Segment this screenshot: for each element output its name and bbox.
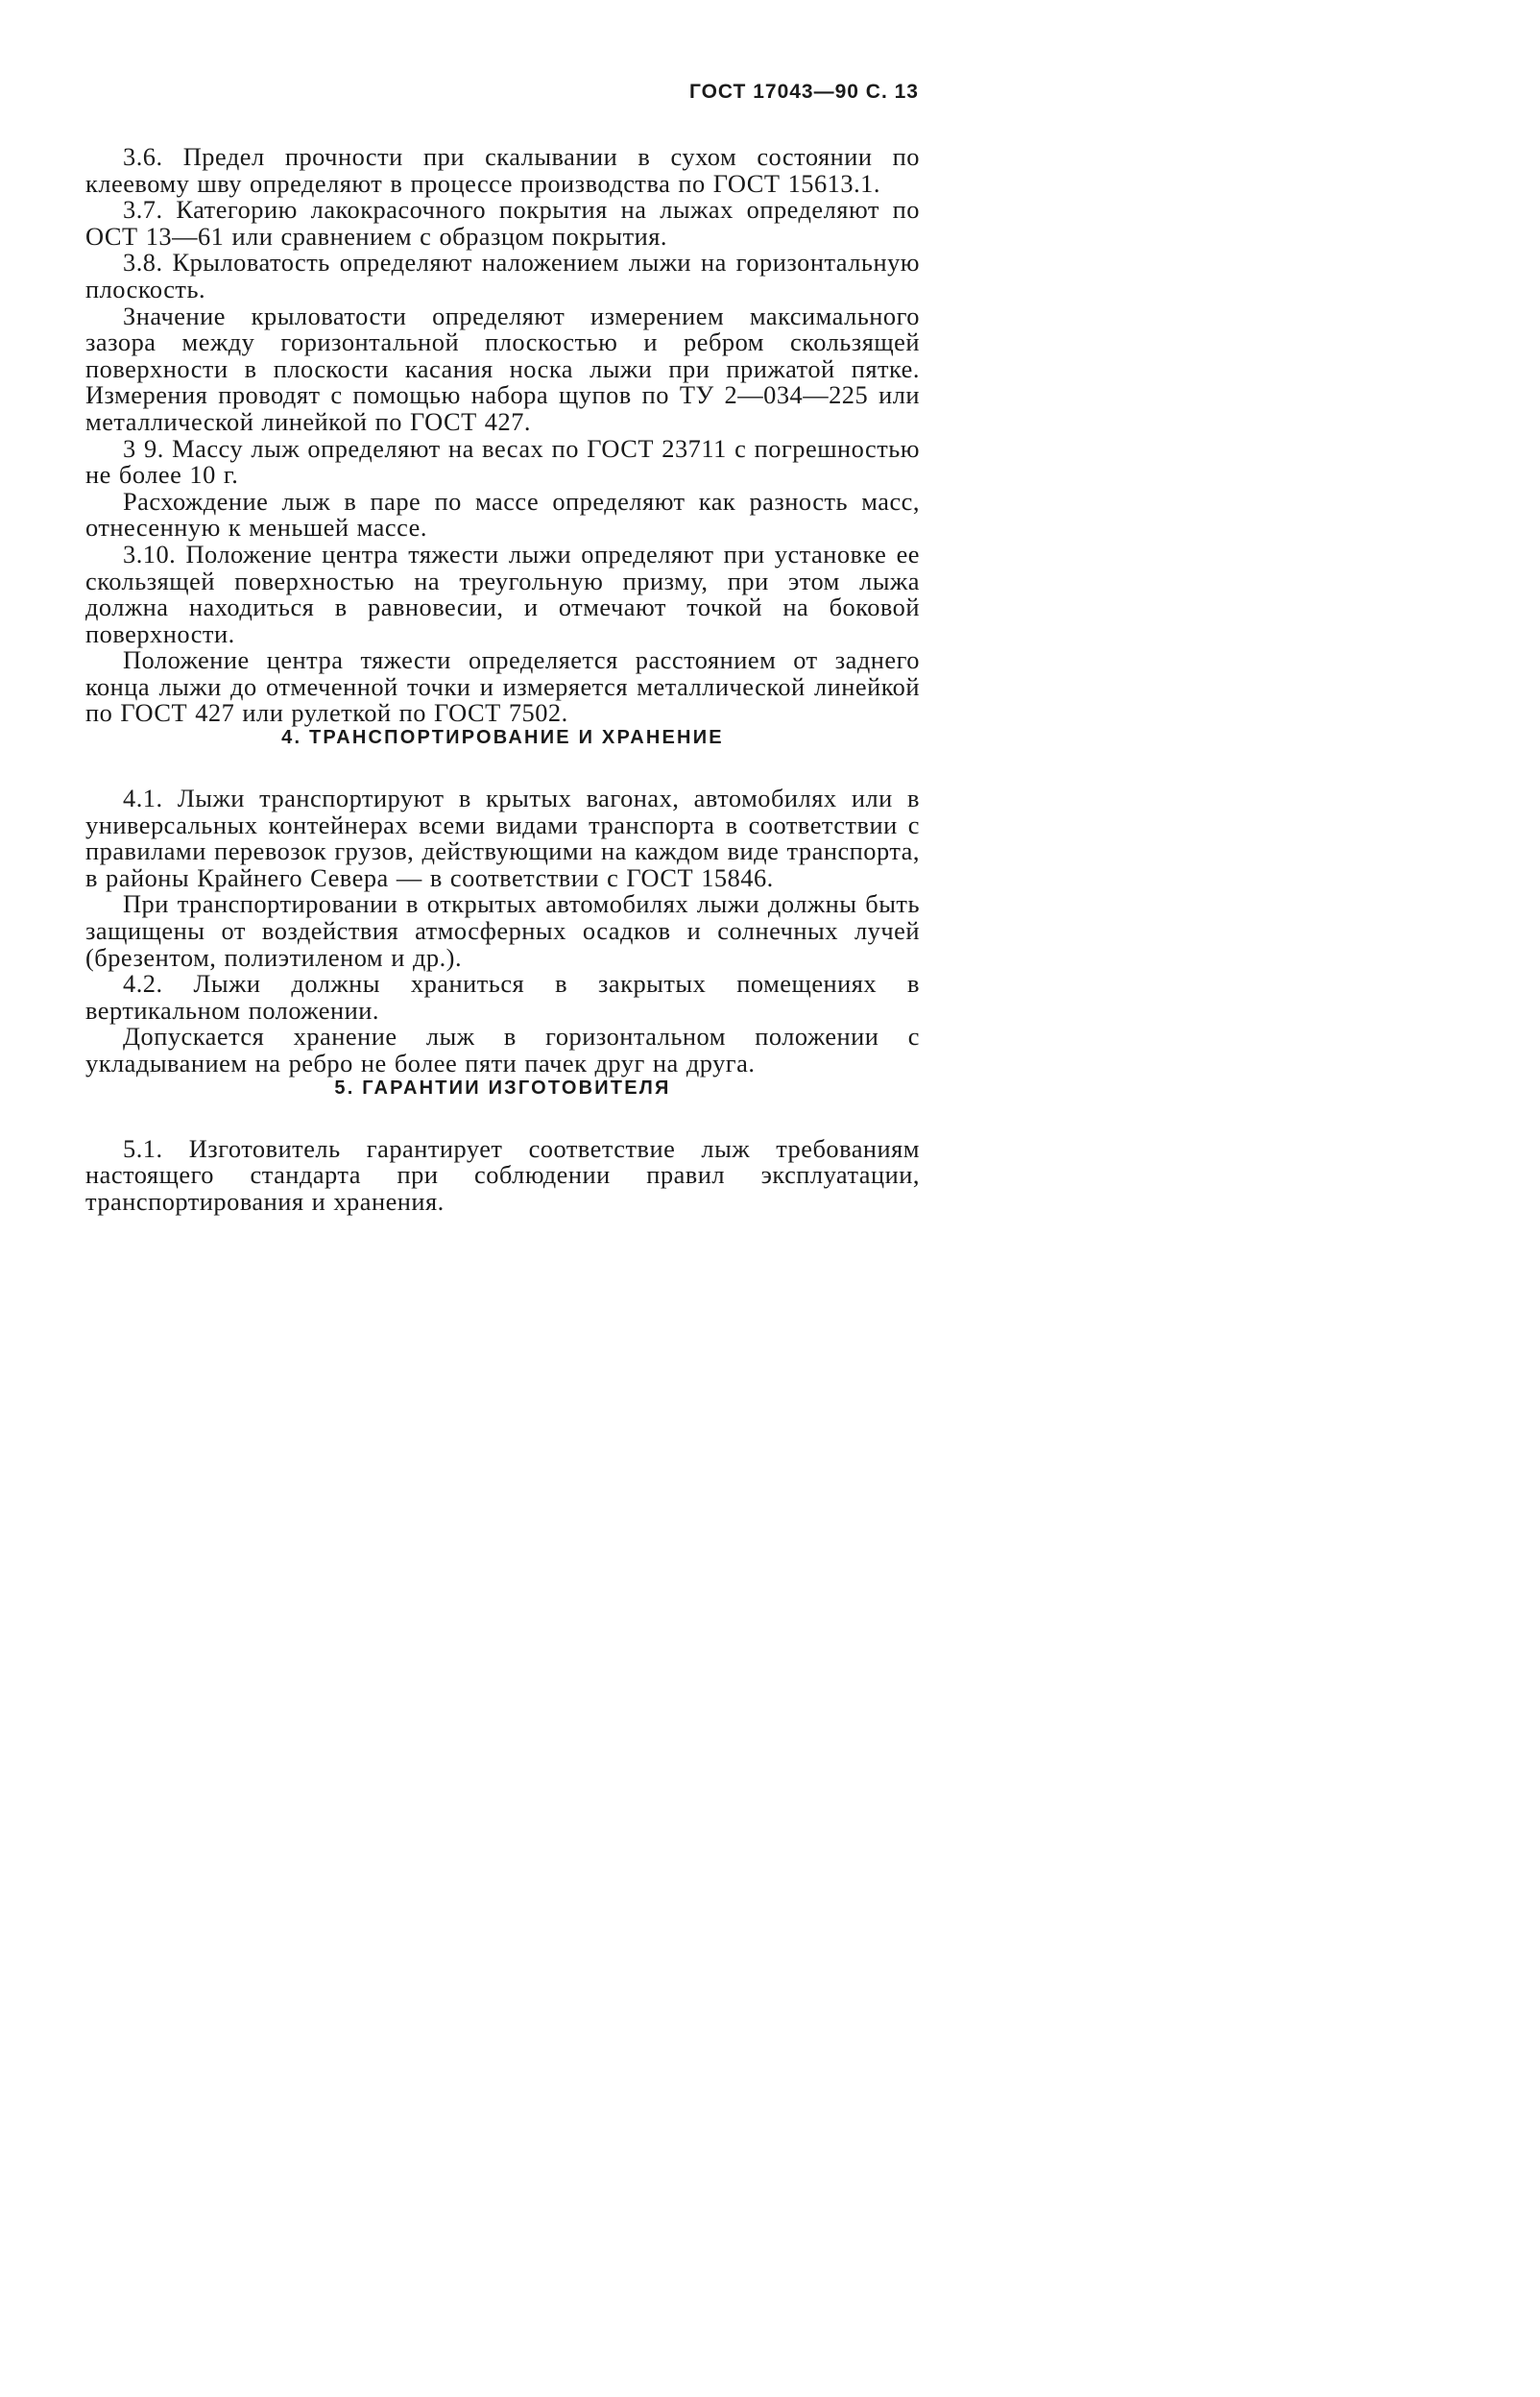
paragraph-3-8: 3.8. Крыловатость определяют наложением лыжи на горизонтальную плоскость. (85, 248, 920, 303)
paragraph-3-10: 3.10. Положение центра тяжести лыжи определяют при установке ее скользящей поверхностью на треугольную призму, при этом лыжа должна находиться в равновесии, и отмечают точкой на боковой поверхности. (85, 539, 920, 648)
section-4-heading: 4. ТРАНСПОРТИРОВАНИЕ И ХРАНЕНИЕ (281, 727, 724, 749)
paragraph-3-9-detail: Расхождение лыж в паре по массе определяют как разность масс, отнесенную к меньшей массе. (85, 486, 920, 543)
paragraph-3-10-detail: Положение центра тяжести определяется расстоянием от заднего конца лыжи до отмеченной точки и измеряется металлической линейкой по ГОСТ 427 или рулеткой по ГОСТ 7502. (85, 645, 920, 728)
paragraph-3-8-detail: Значение крыловатости определяют измерением максимального зазора между горизонтальной плоскостью и ребром скользящей поверхности в плоскости касания носка лыжи при прижатой пятке. Измерения проводят с помощью набора щупов по ТУ 2—034—225 или металлической линейкой по ГОСТ 427. (85, 301, 920, 436)
section-4-text (85, 786, 920, 1077)
document-body (85, 144, 920, 1215)
paragraph-3-6: 3.6. Предел прочности при скалывании в сухом состоянии по клеевому шву определяют в процессе производства по ГОСТ 15613.1. (85, 142, 920, 198)
paragraph-3-7: 3.7. Категорию лакокрасочного покрытия на лыжах определяют по ОСТ 13—61 или сравнением с образцом покрытия. (85, 195, 920, 251)
section-3-text (85, 144, 920, 727)
paragraph-5-1: 5.1. Изготовитель гарантирует соответствие лыж требованиям настоящего стандарта при соблюдении правил эксплуатации, транспортирования и хранения. (85, 1133, 920, 1216)
section-5-heading: 5. ГАРАНТИИ ИЗГОТОВИТЕЛЯ (334, 1077, 671, 1099)
paragraph-4-2-detail: Допускается хранение лыж в горизонтальном положении с укладыванием на ребро не более пяти пачек друг на друга. (85, 1022, 920, 1077)
document-page (0, 0, 961, 1497)
paragraph-3-9: 3 9. Массу лыж определяют на весах по ГОСТ 23711 с погрешностью не более 10 г. (85, 433, 920, 490)
paragraph-4-2: 4.2. Лыжи должны храниться в закрытых помещениях в вертикальном положении. (85, 969, 920, 1025)
section-5-text (85, 1133, 920, 1216)
running-header: ГОСТ 17043—90 С. 13 (688, 81, 919, 103)
paragraph-4-1-detail: При транспортировании в открытых автомобилях лыжи должны быть защищены от воздействия атмосферных осадков и солнечных лучей (брезентом, полиэтиленом и др.). (85, 889, 920, 972)
paragraph-4-1: 4.1. Лыжи транспортируют в крытых вагонах, автомобилях или в универсальных контейнерах всеми видами транспорта в соответствии с правилами перевозок грузов, действующими на каждом виде транспорта, в районы Крайнего Севера — в соответствии с ГОСТ 15846. (85, 784, 920, 892)
